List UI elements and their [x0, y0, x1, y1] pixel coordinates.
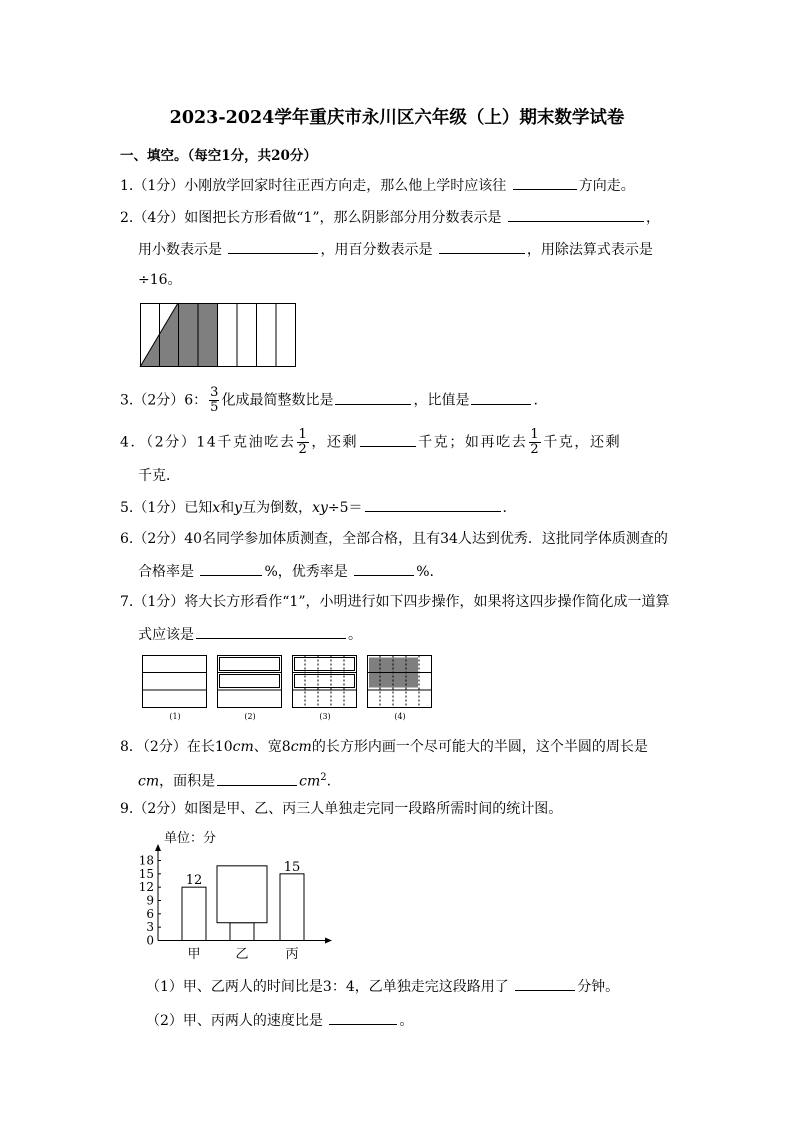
superscript: 2 [320, 772, 327, 783]
answer-blank[interactable] [515, 976, 575, 991]
step-caption: (4) [394, 712, 406, 721]
page-title: 2023-2024学年重庆市永川区六年级（上）期末数学试卷 [169, 108, 625, 128]
question-1 [120, 175, 635, 196]
step-4-rectangle [368, 656, 432, 708]
question-2-text: ，用除法算式表示是 [526, 242, 653, 258]
question-9-text: （1）甲、乙两人的时间比是3：4，乙单独走完这段路用了 [146, 979, 509, 995]
unit: cm [299, 773, 321, 790]
chart-unit-label: 单位：分 [164, 831, 217, 846]
question-1-tail: 方向走。 [578, 178, 635, 194]
question-1-text: 1.（1分）小刚放学回家时往正西方向走，那么他上学时应该往 [120, 178, 507, 194]
answer-blank[interactable] [439, 239, 525, 254]
question-7-line2 [138, 624, 362, 645]
y-axis-arrow [155, 844, 161, 851]
punct: . [326, 773, 332, 790]
question-3-text: ，比值是 [413, 392, 470, 409]
step-1-rectangle [143, 656, 207, 708]
unit: cm [232, 739, 254, 755]
answer-blank[interactable] [196, 624, 346, 639]
answer-blank[interactable] [200, 561, 262, 576]
punct: 。 [348, 627, 362, 643]
y-tick-label: 18 [138, 853, 154, 868]
question-3 [120, 386, 538, 415]
question-4-text: 千克，还剩 [543, 434, 622, 451]
question-8-text: 8．（2分）在长 [120, 739, 215, 755]
denominator: 2 [298, 442, 309, 457]
value: 8 [281, 739, 291, 755]
fraction [209, 386, 219, 415]
question-8-line1 [120, 737, 648, 757]
question-9-text: 分钟。 [577, 979, 620, 995]
question-9: 9.（2分）如图是甲、乙、丙三人单独走完同一段路所需时间的统计图。 [120, 801, 563, 817]
y-tick-label: 3 [146, 920, 154, 935]
fraction [529, 428, 541, 457]
y-tick-label: 15 [138, 866, 154, 881]
question-5-text: 互为倒数， [242, 500, 313, 516]
shaded-rectangle-figure [140, 303, 296, 367]
punct: ， [645, 210, 660, 226]
question-8-text: 的长方形内画一个尽可能大的半圆，这个半圆的周长是 [311, 739, 648, 755]
question-7-text: 式应该是 [138, 627, 194, 643]
question-2-text: 用小数表示是 [138, 242, 222, 258]
step-3-rectangle [293, 656, 357, 708]
punct: . [533, 392, 538, 409]
answer-blank[interactable] [335, 390, 411, 405]
covering-box [217, 866, 267, 923]
x-axis-arrow [325, 938, 332, 944]
four-step-figure [140, 655, 440, 723]
value: 10 [214, 739, 233, 755]
x-category-label: 乙 [235, 947, 249, 962]
bar [230, 923, 254, 941]
question-8-text: ，面积是 [159, 773, 216, 790]
question-5 [120, 497, 507, 518]
bar-value-label: 15 [283, 859, 301, 875]
question-5-text: 和 [220, 500, 235, 516]
punct: . [502, 500, 507, 516]
question-3-text: 3.（2分）6： [120, 392, 208, 409]
question-9-text: （2）甲、丙两人的速度比是 [146, 1013, 323, 1029]
answer-blank[interactable] [360, 432, 416, 447]
bar-value-label: 12 [185, 873, 203, 889]
question-3-text: 化成最简整数比是 [221, 392, 334, 409]
denominator: 5 [210, 400, 219, 415]
unit: cm [290, 739, 312, 755]
answer-blank[interactable] [508, 207, 644, 222]
question-2-text: 2.（4分）如图把长方形看做“1”，那么阴影部分用分数表示是 [120, 210, 502, 226]
time-bar-chart [120, 826, 340, 966]
question-9-sub-1 [146, 976, 619, 997]
numerator: 3 [210, 385, 219, 400]
question-5-text: 5.（1分）已知 [120, 500, 213, 516]
question-6-line2 [138, 561, 434, 582]
answer-blank[interactable] [513, 175, 577, 190]
numerator: 1 [298, 427, 309, 442]
question-6-text: %，优秀率是 [264, 564, 348, 580]
question-2-text: ，用百分数表示是 [320, 242, 433, 258]
question-8-text: 、宽 [253, 739, 282, 755]
question-4-text: 千克；如再吃去 [418, 434, 528, 451]
question-7-line1: 7.（1分）将大长方形看作“1”，小明进行如下四步操作，如果将这四步操作简化成一道算 [120, 594, 670, 610]
x-category-label: 甲 [187, 947, 201, 962]
question-9-sub-2 [146, 1010, 413, 1031]
question-2-line1 [120, 207, 660, 228]
x-category-label: 丙 [285, 947, 299, 962]
answer-blank[interactable] [365, 497, 501, 512]
bars [182, 860, 304, 962]
step-caption: (2) [244, 712, 256, 721]
section-heading: 一、填空。（每空1分，共20分） [120, 148, 317, 164]
fraction [297, 428, 309, 457]
bar [280, 874, 304, 941]
variable-xy: xy [312, 500, 328, 516]
unit: cm [138, 773, 160, 790]
question-4-line1 [120, 428, 621, 457]
step-caption: (3) [319, 712, 331, 721]
question-2-line3: ÷16。 [138, 272, 182, 288]
answer-blank[interactable] [354, 561, 414, 576]
y-tick-label: 9 [146, 893, 154, 908]
punct: 。 [399, 1013, 414, 1029]
answer-blank[interactable] [329, 1010, 397, 1025]
answer-blank[interactable] [217, 771, 297, 786]
step-caption: (1) [169, 712, 181, 721]
question-2-line2 [138, 239, 653, 260]
y-tick-label: 0 [146, 933, 154, 948]
numerator: 1 [530, 427, 541, 442]
y-tick-label: 12 [138, 880, 154, 895]
question-8-line2 [138, 768, 331, 792]
variable-y: y [234, 500, 243, 516]
question-4-line2: 千克． [138, 468, 180, 484]
variable-x: x [212, 500, 221, 516]
step-2-rectangle [218, 656, 282, 708]
question-4-text: ，还剩 [311, 434, 359, 451]
bar [182, 887, 206, 940]
question-6-text: %. [416, 564, 434, 580]
question-6-line1: 6.（2分）40名同学参加体质测查，全部合格，且有34人达到优秀．这批同学体质测查的 [120, 531, 668, 547]
question-5-text: ÷5＝ [327, 500, 363, 516]
question-6-text: 合格率是 [138, 564, 194, 580]
answer-blank[interactable] [471, 390, 531, 405]
answer-blank[interactable] [228, 239, 318, 254]
question-4-text: 4．（2分）14千克油吃去 [120, 434, 296, 451]
y-tick-label: 6 [146, 906, 154, 921]
denominator: 2 [530, 442, 541, 457]
